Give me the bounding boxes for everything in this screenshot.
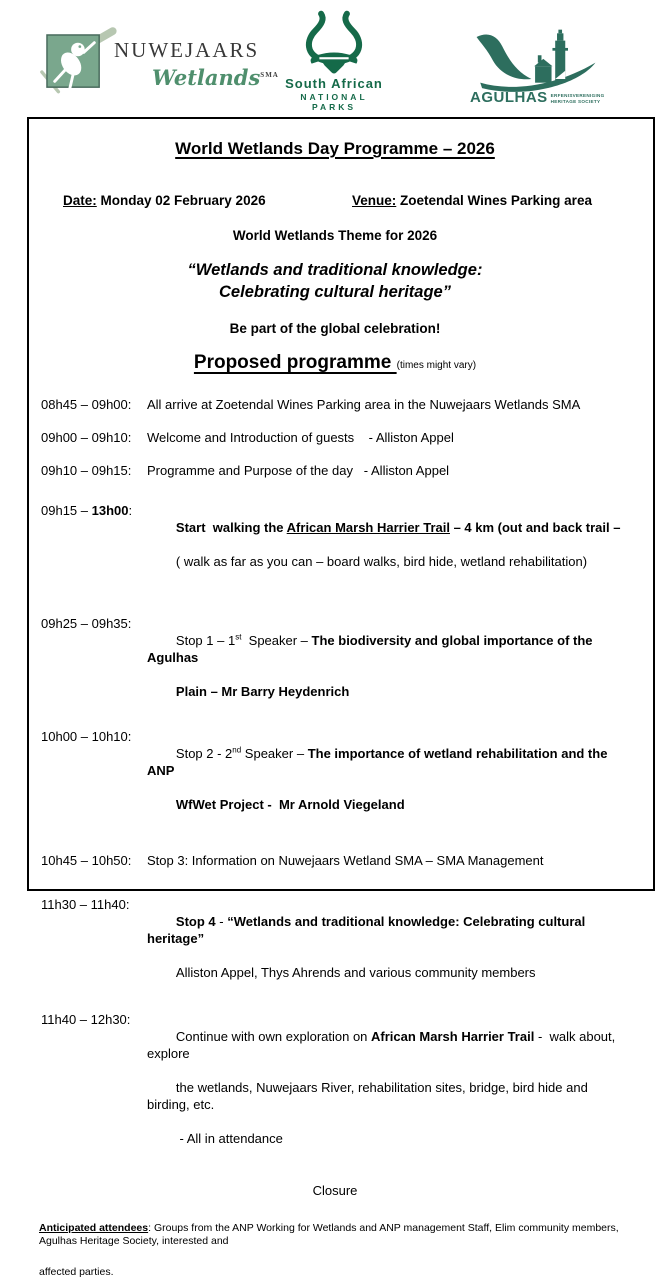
time-cell: 09h15 – 13h00: — [41, 503, 133, 518]
lighthouse-icon — [466, 26, 616, 93]
activity-cell: All arrive at Zoetendal Wines Parking area in the Nuwejaars Wetlands SMA — [147, 397, 581, 412]
schedule-row-0900 — [35, 429, 635, 446]
schedule-list — [35, 396, 635, 1164]
activity-cell: Stop 3: Information on Nuwejaars Wetland SMA – SMA Management — [147, 853, 544, 868]
activity-cell: Start walking the African Marsh Harrier Trail – 4 km (out and back trail – ( walk as far as you can – board walks, bird hide, wetland rehabilitation) — [175, 520, 621, 569]
time-cell: 09h00 – 09h10: — [41, 430, 132, 445]
sanparks-line1: South African — [285, 76, 383, 91]
closure-line: Closure — [312, 1183, 358, 1198]
schedule-row-1130 — [35, 896, 635, 998]
activity-cell: Continue with own exploration on African Marsh Harrier Trail - walk about, explore the wetlands, Nuwejaars River, rehabilitation sites, bridge, bird hide and birding, etc. - All in attendance — [147, 1029, 619, 1146]
attendees-label: Anticipated attendees — [39, 1222, 149, 1234]
nuwejaars-sma-sup: SMA — [260, 71, 279, 79]
activity-cell: Programme and Purpose of the day - Alliston Appel — [147, 463, 450, 478]
schedule-row-0845 — [35, 396, 635, 413]
agulhas-logo — [466, 26, 616, 106]
attendees-note — [35, 1222, 635, 1248]
venue-value: Zoetendal Wines Parking area — [396, 193, 592, 208]
theme-quote — [35, 259, 635, 303]
activity-cell: Welcome and Introduction of guests - Alliston Appel — [147, 430, 454, 445]
venue-label: Venue: — [352, 193, 397, 208]
celebration-line: Be part of the global celebration! — [229, 321, 441, 336]
nuwejaars-wordmark — [114, 38, 279, 92]
time-cell: 08h45 – 09h00: — [41, 397, 132, 412]
venue-field — [352, 193, 592, 208]
time-cell: 09h25 – 09h35: — [41, 616, 132, 631]
programme-heading-note: (times might vary) — [396, 360, 477, 371]
schedule-row-0925 — [35, 615, 635, 717]
activity-cell: Stop 4 - “Wetlands and traditional knowledge: Celebrating cultural heritage” Alliston Appel, Thys Ahrends and various community members — [147, 914, 589, 980]
time-cell: 09h10 – 09h15: — [41, 463, 132, 478]
nuwejaars-logo — [46, 34, 279, 92]
theme-quote-line2: Celebrating cultural heritage” — [219, 283, 451, 301]
time-cell: 10h00 – 10h10: — [41, 729, 132, 744]
programme-document — [27, 117, 655, 1278]
schedule-row-1000 — [35, 728, 635, 830]
attendees-text: : Groups from the ANP Working for Wetlands and ANP management Staff, Elim community members, Agulhas Heritage Society, interested and — [39, 1222, 619, 1247]
kudu-icon — [276, 12, 392, 74]
activity-cell: Stop 2 - 2nd Speaker – The importance of wetland rehabilitation and the ANP WfWet Project - Mr Arnold Viegeland — [147, 745, 611, 812]
programme-heading — [35, 352, 635, 374]
date-venue-row — [35, 193, 635, 208]
activity-cell: Stop 1 – 1st Speaker – The biodiversity and global importance of the Agulhas Plain – Mr Barry Heydenrich — [147, 632, 596, 699]
time-cell: 11h40 – 12h30: — [41, 1012, 131, 1027]
logo-header — [0, 0, 668, 115]
programme-heading-text: Proposed programme — [193, 352, 397, 373]
trail-link-text: African Marsh Harrier Trail — [286, 520, 450, 535]
schedule-row-1140 — [35, 1011, 635, 1164]
time-cell: 10h45 – 10h50: — [41, 853, 132, 868]
attendees-note-line2: affected parties. — [39, 1266, 114, 1278]
sanparks-line2: NATIONAL PARKS — [300, 92, 368, 112]
agulhas-title: AGULHAS — [470, 89, 548, 106]
schedule-row-0910 — [35, 462, 635, 479]
theme-heading: World Wetlands Theme for 2026 — [232, 228, 438, 243]
nuwejaars-script: Wetlands$^{SMA}$ — [152, 65, 279, 90]
date-label: Date: — [63, 193, 97, 208]
theme-quote-line1: “Wetlands and traditional knowledge: — [187, 261, 483, 279]
agulhas-subtitle: ERFENISVERENIGING HERITAGE SOCIETY — [550, 93, 605, 104]
sanparks-logo — [276, 12, 392, 112]
schedule-row-0915 — [35, 502, 635, 587]
schedule-row-1045 — [35, 852, 635, 869]
time-cell: 11h30 – 11h40: — [41, 897, 130, 912]
nuwejaars-title: NUWEJAARS — [114, 38, 260, 62]
nuwejaars-frog-icon — [46, 34, 104, 92]
page-title: World Wetlands Day Programme – 2026 — [175, 139, 495, 158]
date-field — [63, 193, 352, 208]
date-value: Monday 02 February 2026 — [96, 193, 266, 208]
